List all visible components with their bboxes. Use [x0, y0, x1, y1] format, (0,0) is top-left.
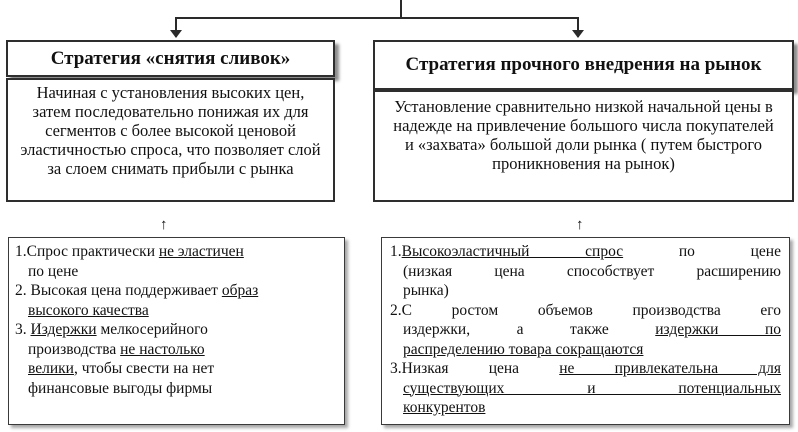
connector-stem: [400, 0, 402, 18]
left-strategy-title-text: Стратегия «снятия сливок»: [50, 47, 291, 69]
left-condition-3: 3. Издержки мелкосерийного производства не настолько велики, чтобы свести на нет финансовые выгоды фирмы: [15, 321, 215, 397]
connector-right-arrowhead: [572, 30, 584, 38]
left-conditions-box: [8, 237, 345, 425]
left-description-text: Начиная с установления высоких цен, затем последовательно понижая их для сегментов с более высокой ценовой эластичностью спроса, что позволяет слой за слоем снимать прибыли с рынка: [20, 83, 321, 178]
right-strategy-description: [373, 90, 794, 202]
left-strategy-title: [6, 40, 335, 77]
right-condition-2: 2.С ростом объемов производства его издержки, а также издержки по распределению товара сокращаются: [390, 301, 781, 358]
right-conditions-box: [381, 237, 790, 425]
connector-left-arrowhead: [170, 30, 182, 38]
right-description-text: Установление сравнительно низкой начальной цены в надежде на привлечение большого числа покупателей и «захвата» большой доли рынка ( путем быстрого проникновения на рынок): [393, 97, 774, 173]
right-strategy-title-text: Стратегия прочного внедрения на рынок: [405, 54, 762, 75]
right-condition-3: 3.Низкая цена не привлекательна для существующих и потенциальных конкурентов: [390, 360, 782, 416]
left-up-arrow: ↑: [160, 217, 168, 233]
left-condition-2: 2. Высокая цена поддерживает образ высокого качества: [15, 282, 259, 319]
right-strategy-title: [373, 40, 794, 90]
connector-horizontal: [175, 17, 578, 19]
right-condition-1: 1.Высокоэластичный спрос по цене (низкая цена способствует расширению рынка): [390, 243, 781, 299]
left-strategy-description: [6, 78, 335, 202]
left-condition-1: 1.Спрос практически не эластичен по цене: [15, 243, 244, 280]
right-up-arrow: ↑: [576, 217, 584, 233]
